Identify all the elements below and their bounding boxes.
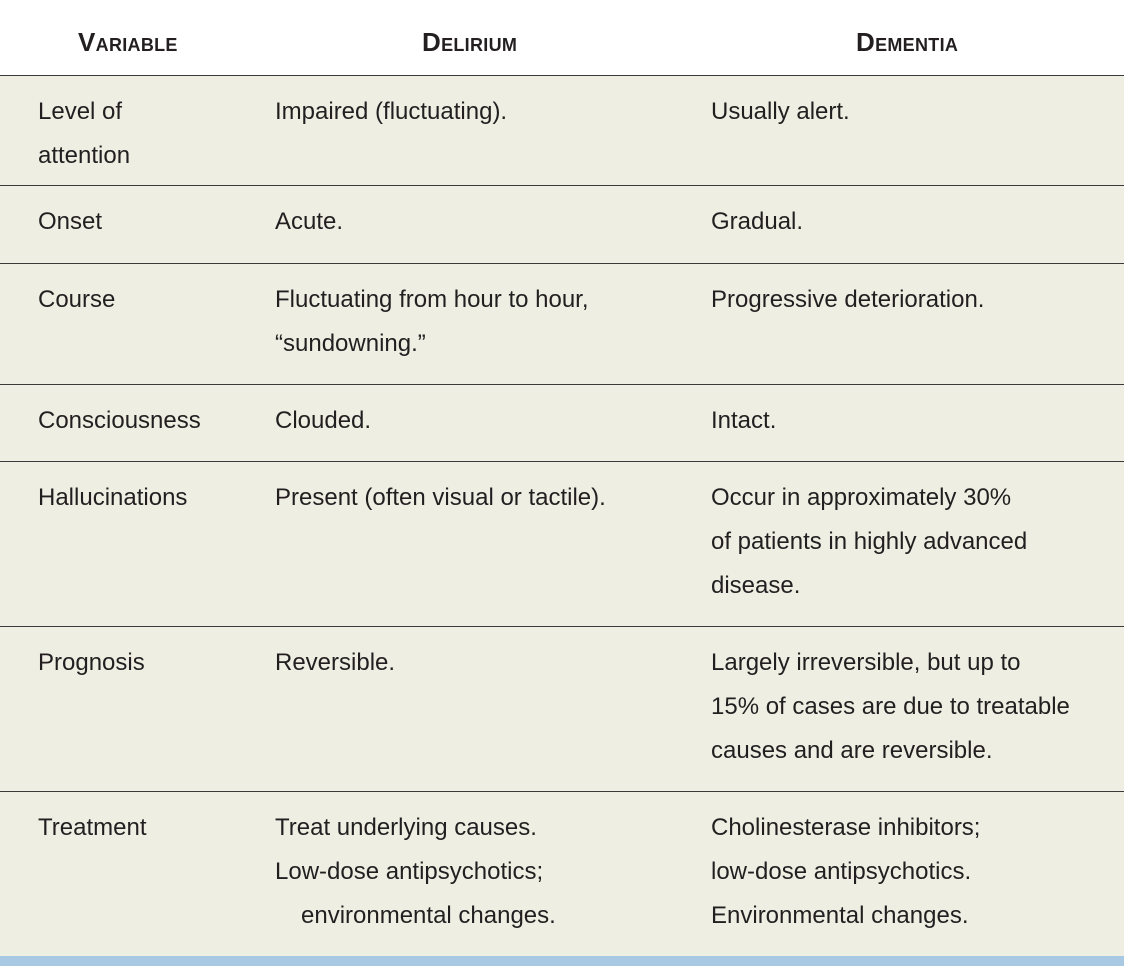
cell-delirium bbox=[275, 806, 556, 938]
cell-variable bbox=[38, 278, 115, 322]
cell-delirium bbox=[275, 278, 589, 366]
table-row bbox=[0, 627, 1124, 792]
table-row bbox=[0, 385, 1124, 462]
cell-variable bbox=[38, 200, 102, 244]
cell-line: attention bbox=[38, 142, 131, 169]
cell-line: Cholinesterase inhibitors; bbox=[711, 814, 981, 841]
cell-line: Gradual. bbox=[711, 208, 804, 235]
header-dementia: Dementia bbox=[856, 27, 959, 57]
cell-line: Acute. bbox=[275, 208, 344, 235]
cell-variable bbox=[38, 399, 201, 443]
cell-dementia bbox=[711, 200, 803, 244]
header-delirium: Delirium bbox=[422, 27, 518, 57]
cell-line: Treat underlying causes. bbox=[275, 814, 537, 841]
table-row bbox=[0, 462, 1124, 627]
cell-line: Low-dose antipsychotics; bbox=[275, 858, 544, 885]
cell-line: environmental changes. bbox=[301, 902, 556, 929]
cell-dementia bbox=[711, 90, 850, 134]
cell-line: causes and are reversible. bbox=[711, 737, 993, 764]
cell-line: Clouded. bbox=[275, 407, 372, 434]
table-row bbox=[0, 792, 1124, 956]
cell-delirium bbox=[275, 641, 395, 685]
cell-line: 15% of cases are due to treatable bbox=[711, 693, 1070, 720]
cell-delirium bbox=[275, 200, 343, 244]
cell-dementia bbox=[711, 806, 980, 938]
bottom-accent-bar bbox=[0, 956, 1124, 966]
cell-line: Onset bbox=[38, 208, 103, 235]
cell-line: Level of bbox=[38, 98, 123, 125]
cell-line: Treatment bbox=[38, 814, 147, 841]
cell-delirium bbox=[275, 90, 507, 134]
cell-variable bbox=[38, 806, 146, 850]
table-header-row bbox=[0, 0, 1124, 76]
cell-line: of patients in highly advanced bbox=[711, 528, 1028, 555]
table-row bbox=[0, 186, 1124, 264]
cell-delirium bbox=[275, 476, 606, 520]
cell-dementia bbox=[711, 278, 984, 322]
table-row bbox=[0, 264, 1124, 385]
cell-line: Environmental changes. bbox=[711, 902, 969, 929]
cell-dementia bbox=[711, 476, 1027, 608]
cell-line: Impaired (fluctuating). bbox=[275, 98, 508, 125]
cell-line: Progressive deterioration. bbox=[711, 286, 985, 313]
table-row bbox=[0, 76, 1124, 186]
cell-line: Course bbox=[38, 286, 116, 313]
cell-delirium bbox=[275, 399, 371, 443]
cell-variable bbox=[38, 476, 187, 520]
cell-line: Intact. bbox=[711, 407, 777, 434]
table-body bbox=[0, 76, 1124, 956]
cell-line: low-dose antipsychotics. bbox=[711, 858, 972, 885]
cell-variable bbox=[38, 641, 145, 685]
cell-line: disease. bbox=[711, 572, 801, 599]
header-variable: Variable bbox=[78, 27, 178, 57]
cell-line: “sundowning.” bbox=[275, 330, 426, 357]
cell-line: Consciousness bbox=[38, 407, 201, 434]
cell-dementia bbox=[711, 399, 776, 443]
cell-line: Reversible. bbox=[275, 649, 396, 676]
cell-dementia bbox=[711, 641, 1070, 773]
cell-line: Fluctuating from hour to hour, bbox=[275, 286, 589, 313]
cell-line: Hallucinations bbox=[38, 484, 188, 511]
cell-line: Largely irreversible, but up to bbox=[711, 649, 1021, 676]
cell-line: Present (often visual or tactile). bbox=[275, 484, 606, 511]
cell-line: Prognosis bbox=[38, 649, 145, 676]
cell-line: Occur in approximately 30% bbox=[711, 484, 1012, 511]
cell-variable bbox=[38, 90, 130, 178]
cell-line: Usually alert. bbox=[711, 98, 850, 125]
